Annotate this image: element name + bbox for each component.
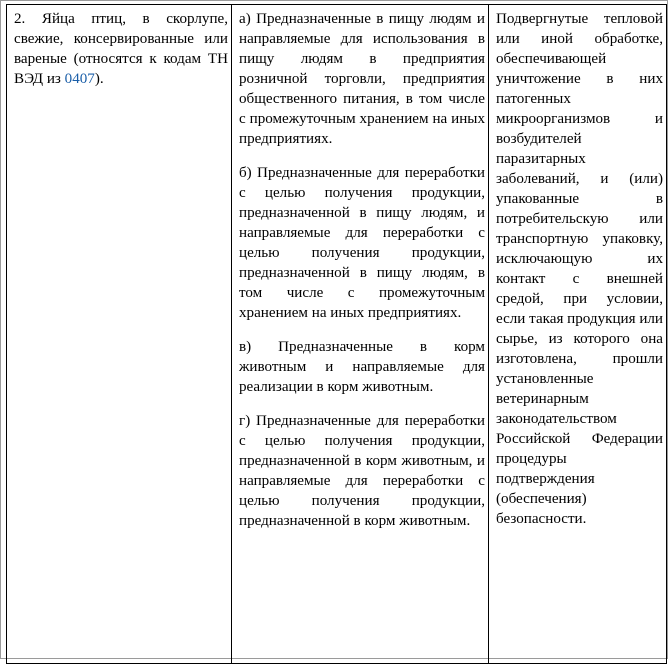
- product-cell: [7, 5, 232, 664]
- table-row: [7, 5, 667, 664]
- conditions-cell: [489, 5, 667, 664]
- tn-ved-code-link[interactable]: 0407: [64, 71, 95, 87]
- purpose-item-v: в) Предназначенные в корм животным и направляемые для реализации в корм животным.: [239, 339, 485, 395]
- purpose-item-g: г) Предназначенные для переработки с целью получения продукции, предназначенной в корм животным, и направляемые для переработки с целью получения продукции, предназначенной в корм животным.: [239, 413, 485, 529]
- product-text: 2. Яйца птиц, в скорлупе, свежие, консервированные или вареные (относятся к кодам ТН ВЭД из: [14, 11, 228, 87]
- conditions-text: Подвергнутые тепловой или иной обработке, обеспечивающей уничтожение в них патогенных микроорганизмов и возбудителей паразитарных заболеваний, и (или) упакованные в потребительскую или транспортную упаковку, исключающую их контакт с внешней средой, при условии, если такая продукция или сырье, из которого она изготовлена, прошли установленные ветеринарным законодательством Российской Федерации процедуры подтверждения (обеспечения) безопасности.: [496, 11, 664, 527]
- product-text-end: ).: [94, 71, 104, 87]
- purpose-item-b: б) Предназначенные для переработки с целью получения продукции, предназначенной в пищу людям, и направляемые для переработки с целью получения продукции, предназначенной в пищу людям, в том числе с промежуточным хранением на иных предприятиях.: [239, 165, 485, 321]
- purpose-cell: [232, 5, 489, 664]
- purpose-item-a: а) Предназначенные в пищу людям и направляемые для использования в пищу людям в предприятия розничной торговли, предприятия общественного питания, в том числе с промежуточным хранением на иных предприятиях.: [239, 11, 485, 147]
- regulation-table: [6, 4, 667, 664]
